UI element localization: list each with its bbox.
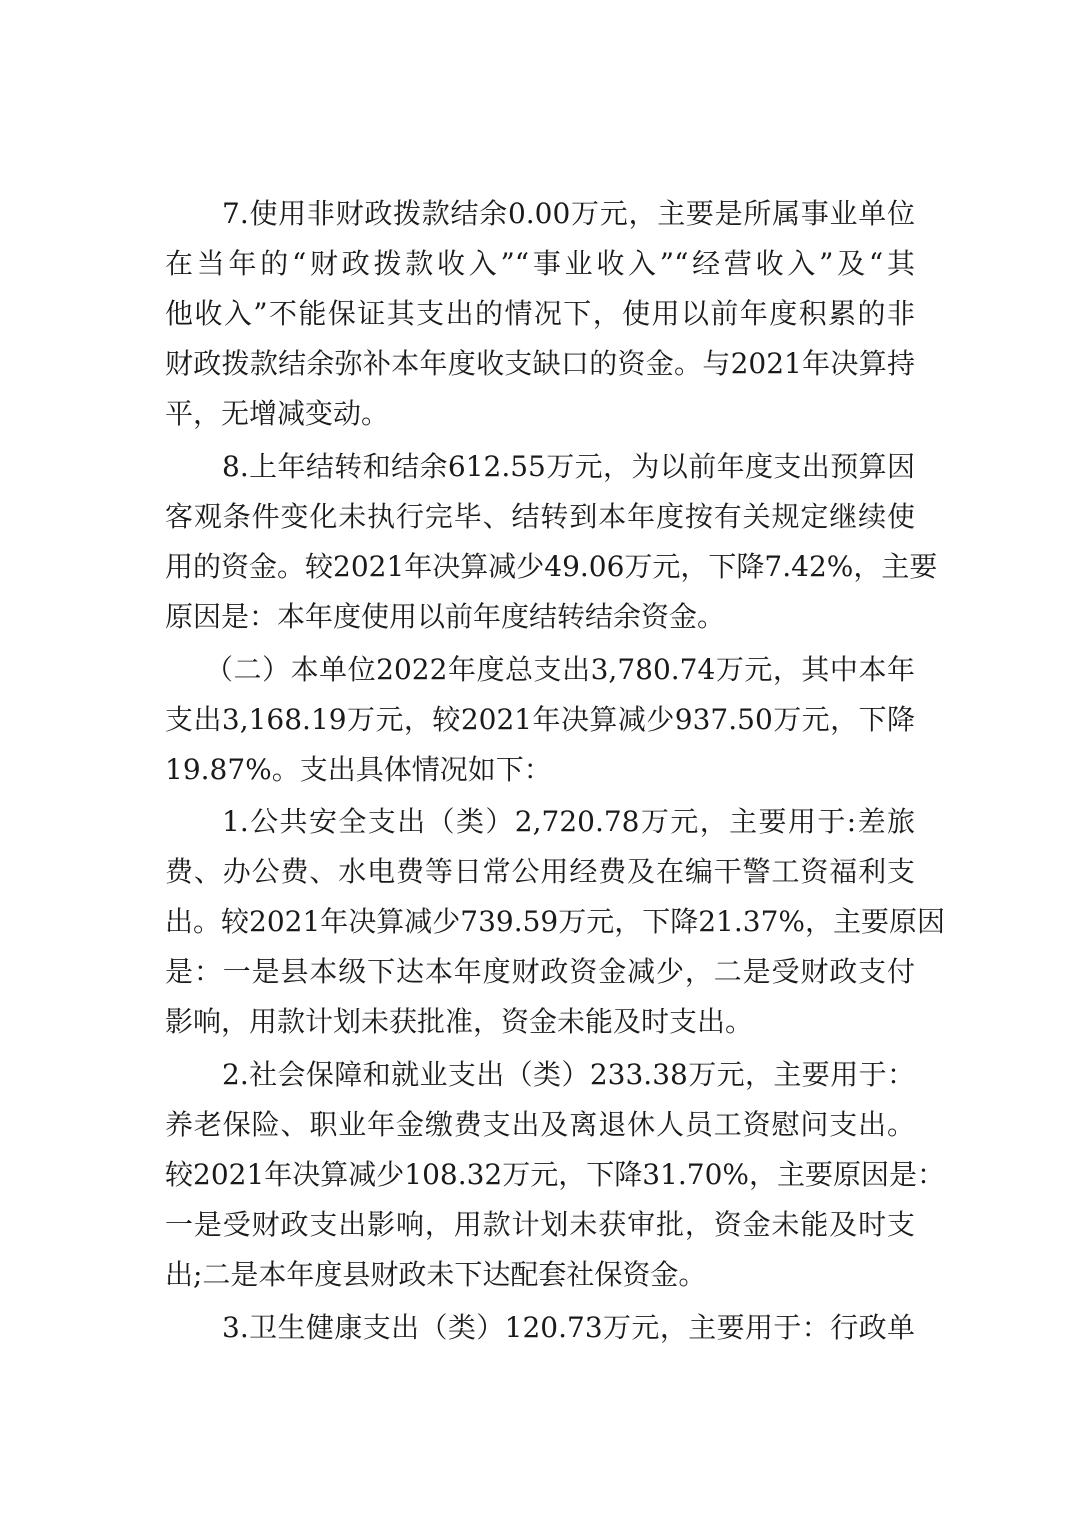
paragraph-line: 8.上年结转和结余612.55万元，为以前年度支出预算因 [222,450,915,483]
paragraph-line: 费、办公费、水电费等日常公用经费及在编干警工资福利支 [165,855,915,888]
paragraph-line: 影响，用款计划未获批准，资金未能及时支出。 [165,1005,754,1038]
paragraph-line: 在当年的“财政拨款收入”“事业收入”“经营收入”及“其 [165,247,915,280]
paragraph-line: 19.87%。支出具体情况如下： [165,753,552,786]
paragraph-line: 财政拨款结余弥补本年度收支缺口的资金。与2021年决算持 [165,347,915,380]
paragraph-line: 出;二是本年度县财政未下达配套社保资金。 [165,1258,707,1291]
paragraph-line: （二）本单位2022年度总支出3,780.74万元，其中本年 [205,653,915,686]
paragraph-line: 是：一是县本级下达本年度财政资金减少，二是受财政支付 [165,955,915,988]
paragraph-line: 1.公共安全支出（类）2,720.78万元，主要用于:差旅 [222,805,915,838]
paragraph-line: 平，无增减变动。 [165,397,390,430]
paragraph-line: 3.卫生健康支出（类）120.73万元，主要用于：行政单 [222,1311,915,1344]
paragraph-line: 养老保险、职业年金缴费支出及离退休人员工资慰问支出。 [165,1108,915,1141]
paragraph-line: 出。较2021年决算减少739.59万元，下降21.37%，主要原因 [165,905,945,938]
paragraph-line: 客观条件变化未执行完毕、结转到本年度按有关规定继续使 [165,500,915,533]
paragraph-line: 用的资金。较2021年决算减少49.06万元，下降7.42%，主要 [165,550,938,583]
paragraph-line: 2.社会保障和就业支出（类）233.38万元，主要用于： [222,1058,915,1091]
paragraph-line: 支出3,168.19万元，较2021年决算减少937.50万元，下降 [165,703,915,736]
paragraph-line: 一是受财政支出影响，用款计划未获审批，资金未能及时支 [165,1208,915,1241]
paragraph-line: 他收入”不能保证其支出的情况下，使用以前年度积累的非 [165,297,915,330]
paragraph-line: 较2021年决算减少108.32万元，下降31.70%，主要原因是： [165,1158,945,1191]
paragraph-line: 7.使用非财政拨款结余0.00万元，主要是所属事业单位 [222,197,915,230]
paragraph-line: 原因是：本年度使用以前年度结转结余资金。 [165,600,726,633]
